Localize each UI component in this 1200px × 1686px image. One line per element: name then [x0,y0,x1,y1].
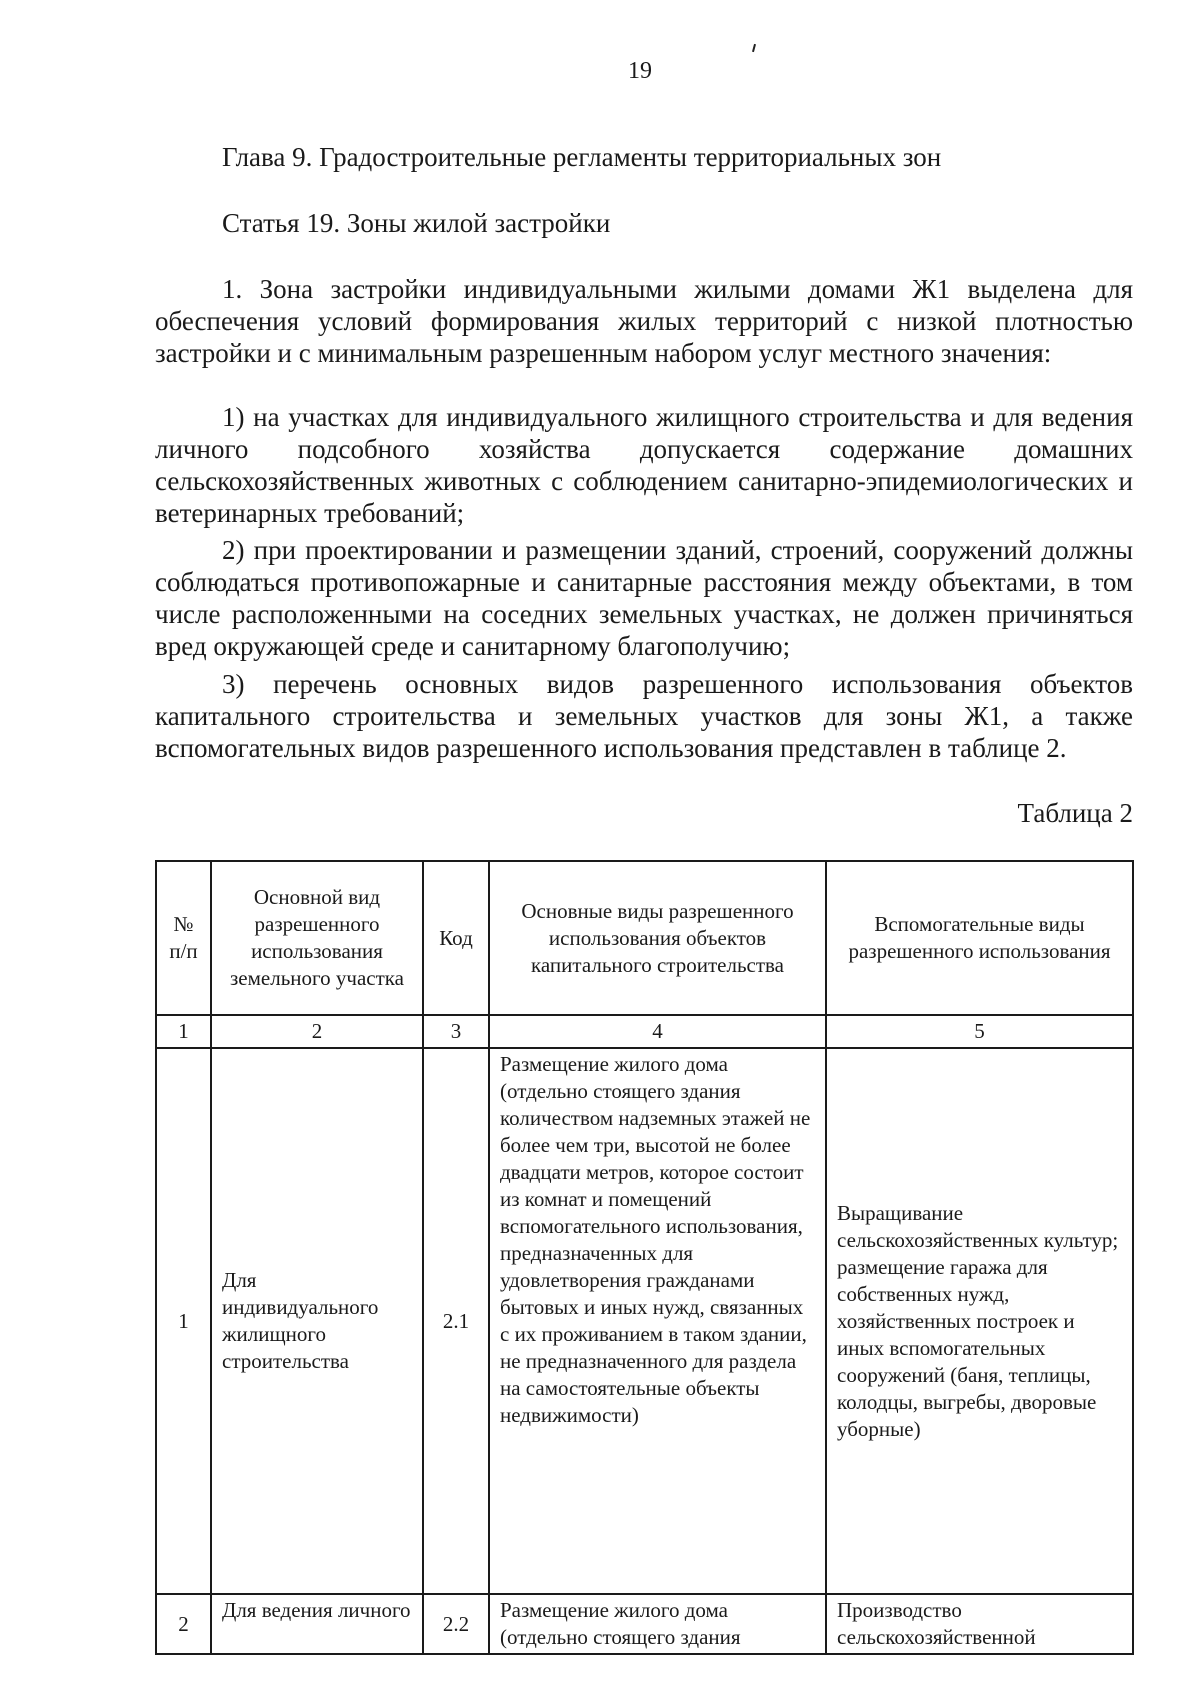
cell-code: 2.2 [423,1594,489,1654]
cell-auxiliary-use: Выращивание сельскохозяйственных культур; размещение гаража для собственных нужд, хозяйственных построек и иных вспомогательных сооружений (баня, теплицы, колодцы, выгребы, дворовые уборные) [826,1048,1133,1594]
column-number: 5 [826,1015,1133,1048]
subitem-2 [155,534,1133,662]
cell-capital-use: Размещение жилого дома (отдельно стоящего здания количеством надземных этажей не более чем три, высотой не более двадцати метров, которое состоит из комнат и помещений вспомогательного использования, предназначенных для удовлетворения гражданами бытовых и иных нужд, связанных с их проживанием в таком здании, не предназначенного для раздела на самостоятельные объекты недвижимости) [489,1048,826,1594]
subitem-3-text: 3) перечень основных видов разрешенного использования объектов капитального строительства и земельных участков для зоны Ж1, а также вспомогательных видов разрешенного использования представлен в таблице 2. [155,669,1133,763]
column-number: 1 [156,1015,211,1048]
cell-capital-use: Размещение жилого дома (отдельно стоящего здания [489,1594,826,1654]
scan-speck [752,44,756,52]
subitem-1-text: 1) на участках для индивидуального жилищного строительства и для ведения личного подсобного хозяйства допускается содержание домашних сельскохозяйственных животных с соблюдением санитарно-эпидемиологических и ветеринарных требований; [155,402,1133,528]
cell-code: 2.1 [423,1048,489,1594]
table-header-row [156,861,1133,1015]
cell-num: 2 [156,1594,211,1654]
table-caption: Таблица 2 [1017,798,1133,828]
regulations-table [155,860,1134,1655]
column-number: 3 [423,1015,489,1048]
header-num: № п/п [156,861,211,1015]
subitem-3 [155,668,1133,764]
page-number: 19 [628,58,652,84]
subitem-2-text: 2) при проектировании и размещении зданий, строений, сооружений должны соблюдаться противопожарные и санитарные расстояния между объектами, в том числе расположенными на соседних земельных участках, не должен причиняться вред окружающей среде и санитарному благополучию; [155,535,1133,661]
table-row [156,1048,1133,1594]
column-number-row [156,1015,1133,1048]
chapter-title: Глава 9. Градостроительные регламенты территориальных зон [222,142,942,172]
header-code: Код [423,861,489,1015]
cell-land-use: Для индивидуального жилищного строительства [211,1048,423,1594]
header-capital-use: Основные виды разрешенного использования объектов капитального строительства [489,861,826,1015]
header-land-use: Основной вид разрешенного использования земельного участка [211,861,423,1015]
column-number: 4 [489,1015,826,1048]
cell-num: 1 [156,1048,211,1594]
column-number: 2 [211,1015,423,1048]
article-title: Статья 19. Зоны жилой застройки [222,208,611,238]
paragraph-1 [155,273,1133,369]
paragraph-1-text: 1. Зона застройки индивидуальными жилыми домами Ж1 выделена для обеспечения условий формирования жилых территорий с низкой плотностью застройки и с минимальным разрешенным набором услуг местного значения: [155,274,1133,368]
cell-land-use: Для ведения личного [211,1594,423,1654]
table-row [156,1594,1133,1654]
subitem-1 [155,401,1133,529]
cell-auxiliary-use: Производство сельскохозяйственной [826,1594,1133,1654]
header-auxiliary-use: Вспомогательные виды разрешенного использования [826,861,1133,1015]
